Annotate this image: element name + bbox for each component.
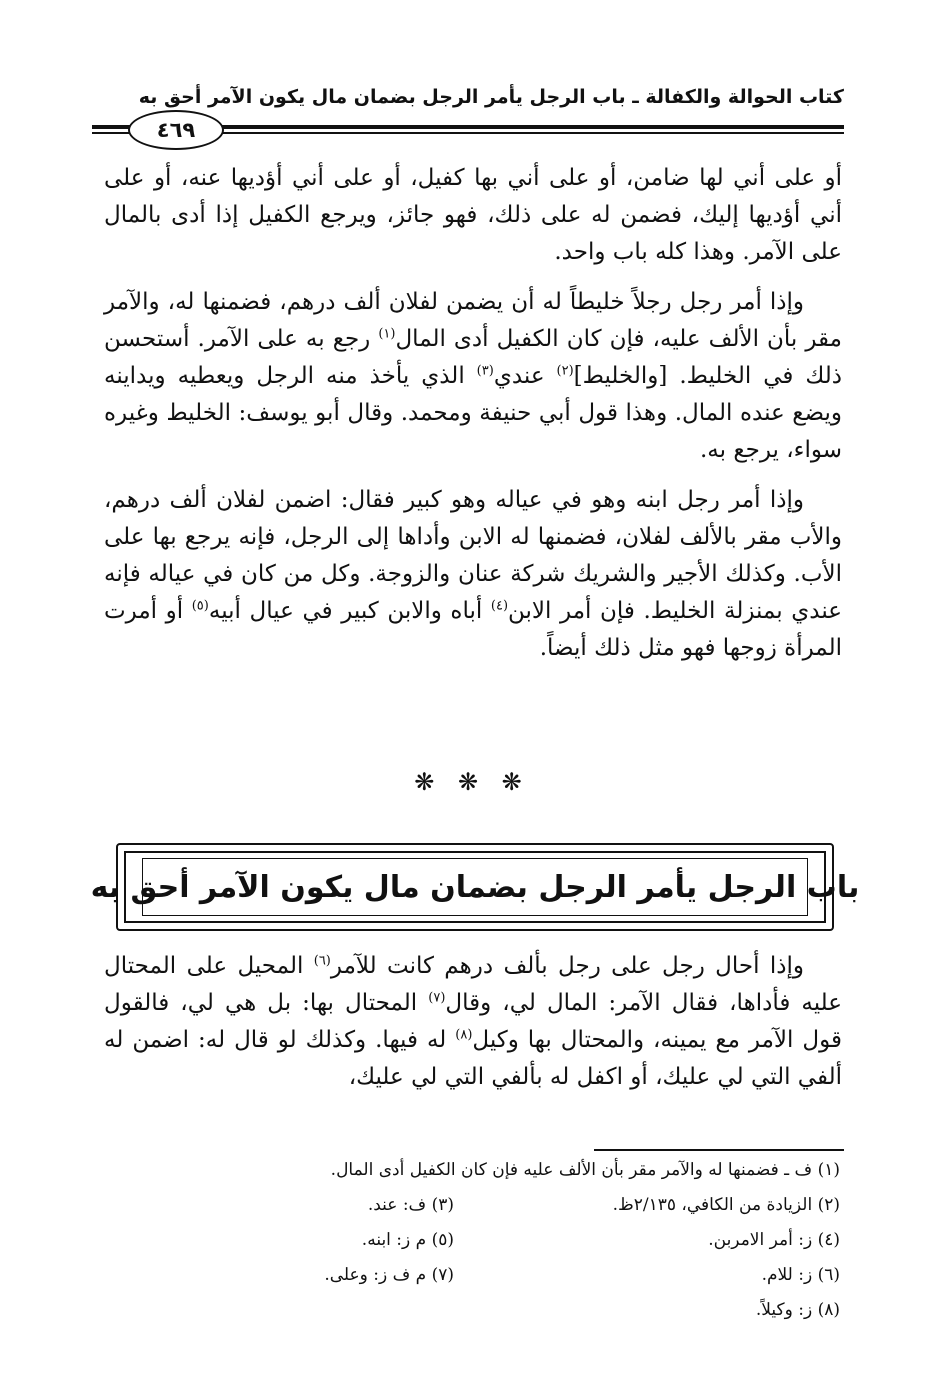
footnote-ref-7[interactable]: (٧) <box>428 990 446 1006</box>
paragraph-3 <box>104 482 842 667</box>
footnote-5: (٥) م ز: ابنه. <box>361 1230 454 1250</box>
footnote-3: (٣) ف: عند. <box>367 1195 454 1215</box>
footnote-ref-1[interactable]: (١) <box>378 326 396 342</box>
paragraph-2-part-d: الذي يأخذ منه الرجل ويعطيه ويداينه ويضع عنده المال. وهذا قول أبي حنيفة ومحمد. وقال أبو يوسف: الخليط وغيره سواء، يرجع به. <box>104 363 842 463</box>
footnote-1: (١) ف ـ فضمنها له والآمر مقر بأن الألف عليه فإن كان الكفيل أدى المال. <box>330 1160 840 1180</box>
footnote-ref-8[interactable]: (٨) <box>455 1027 473 1043</box>
footnote-4: (٤) ز: أمر الامربن. <box>708 1230 840 1250</box>
footnote-ref-4[interactable]: (٤) <box>490 598 509 614</box>
main-text-bottom <box>104 948 842 1109</box>
footnote-ref-5[interactable]: (٥) <box>191 598 209 614</box>
paragraph-4-part-d: له فيها. وكذلك لو قال له: اضمن له ألفي التي لي عليك، أو اكفل له بألفي التي لي عليك، <box>104 1027 842 1090</box>
chapter-heading-frame <box>90 843 860 931</box>
chapter-heading-inner-frame <box>90 851 860 923</box>
paragraph-3-part-b: أباه والابن كبير في عيال أبيه <box>208 598 491 624</box>
footnote-8: (٨) ز: وكيلاً. <box>755 1300 840 1320</box>
main-text-top <box>104 160 842 680</box>
page-number: ٤٦٩ <box>128 110 224 150</box>
paragraph-4-part-b: المحيل على المحتال عليه فأداها، فقال الآمر: المال لي، وقال <box>104 953 842 1016</box>
paragraph-3-part-c: أو أمرت المرأة زوجها فهو مثل ذلك أيضاً. <box>104 598 842 661</box>
chapter-heading: باب الرجل يأمر الرجل بضمان مال يكون الآمر أحق به <box>142 858 808 916</box>
footnote-ref-2[interactable]: (٢) <box>556 363 574 379</box>
paragraph-1: أو على أني لها ضامن، أو على أني بها كفيل، أو على أني أؤديها عنه، أو على أني أؤديها إليك، فضمن له على ذلك، فهو جائز، ويرجع الكفيل إذا أدى بالمال على الآمر. وهذا كله باب واحد. <box>104 165 842 265</box>
footnote-7: (٧) م ف ز: وعلى. <box>324 1265 454 1285</box>
paragraph-2 <box>104 284 842 469</box>
footnote-ref-6[interactable]: (٦) <box>313 953 331 969</box>
running-header: كتاب الحوالة والكفالة ـ باب الرجل يأمر الرجل بضمان مال يكون الآمر أحق به <box>138 86 844 108</box>
paragraph-2-part-a: وإذا أمر رجل رجلاً خليطاً له أن يضمن لفلان ألف درهم، فضمنها له، والآمر مقر بأن الألف عليه، فإن كان الكفيل أدى المال <box>104 289 842 352</box>
footnote-rule <box>594 1149 844 1151</box>
footnote-2: (٢) الزيادة من الكافي، ٢/١٣٥ظ. <box>612 1195 840 1215</box>
footnote-ref-3[interactable]: (٣) <box>476 363 494 379</box>
section-separator: ❋ ❋ ❋ <box>414 768 530 796</box>
paragraph-4-part-a: وإذا أحال رجل على رجل بألف درهم كانت للآمر <box>330 953 804 979</box>
paragraph-2-part-c: عندي <box>493 363 557 389</box>
paragraph-2-part-b: رجع به على الآمر. أستحسن ذلك في الخليط. [والخليط] <box>104 326 842 389</box>
footnote-6: (٦) ز: للام. <box>761 1265 840 1285</box>
paragraph-4 <box>104 948 842 1096</box>
paragraph-3-part-a: وإذا أمر رجل ابنه وهو في عياله وهو كبير فقال: اضمن لفلان ألف درهم، والأب مقر بالألف لفلان، فضمنها له الابن وأداها إلى الرجل، فإنه يرجع بها على الأب. وكذلك الأجير والشريك شركة عنان والزوجة. وكل من كان في عياله فإنه عندي بمنزلة الخليط. فإن أمر الابن <box>104 487 842 624</box>
paragraph-4-part-c: المحتال بها: بل هي لي، فالقول قول الآمر مع يمينه، والمحتال بها وكيل <box>104 990 842 1053</box>
